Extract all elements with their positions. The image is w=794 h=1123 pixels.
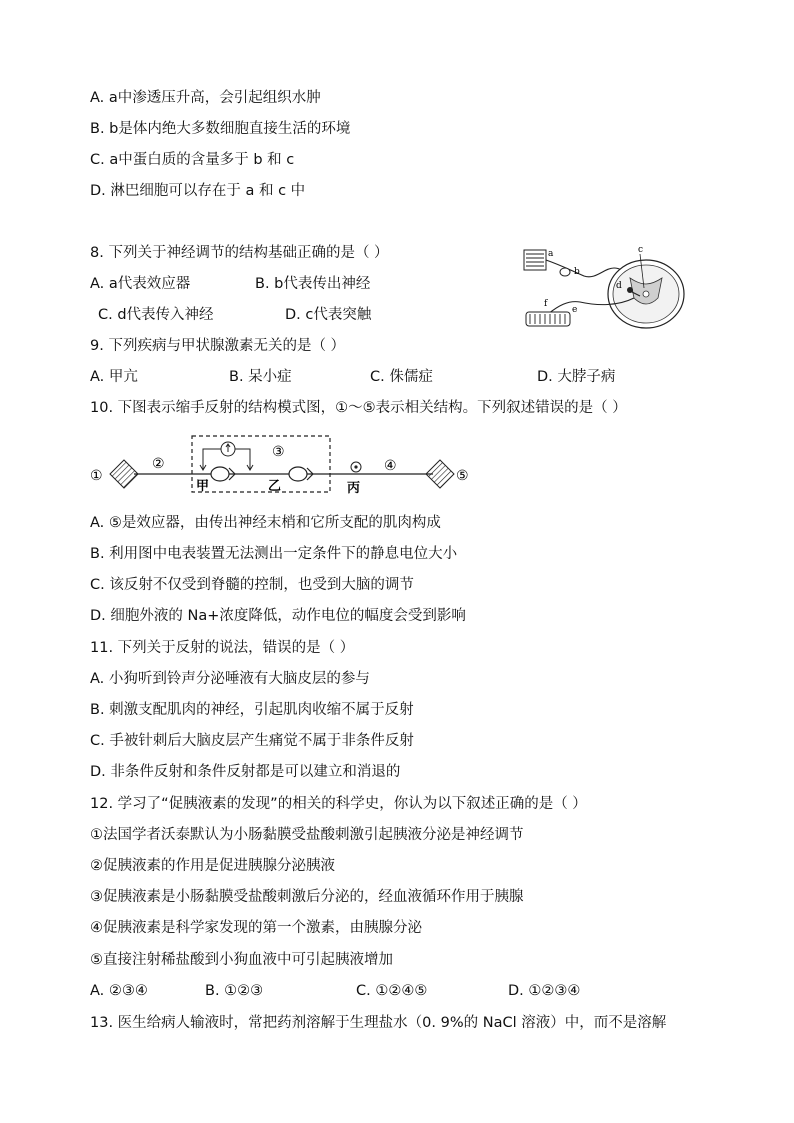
q12-option-b: B. ①②③	[205, 983, 264, 999]
q7-option-c: C. a中蛋白质的含量多于 b 和 c	[90, 152, 295, 168]
q10-stem: 10. 下图表示缩手反射的结构模式图，①～⑤表示相关结构。下列叙述错误的是（ ）	[90, 400, 627, 416]
q12-statement-3: ③促胰液素是小肠黏膜受盐酸刺激后分泌的，经血液循环作用于胰腺	[90, 889, 524, 905]
q11-stem: 11. 下列关于反射的说法，错误的是（ ）	[90, 640, 355, 656]
q11-option-d: D. 非条件反射和条件反射都是可以建立和消退的	[90, 764, 401, 780]
q9-option-b: B. 呆小症	[229, 369, 292, 385]
q8-option-c: C. d代表传入神经	[98, 307, 214, 323]
q10-option-b: B. 利用图中电表装置无法测出一定条件下的静息电位大小	[90, 546, 458, 562]
q13-stem: 13. 医生给病人输液时，常把药剂溶解于生理盐水（0. 9%的 NaCl 溶液）中，而不是溶解	[90, 1015, 667, 1031]
q9-option-c: C. 侏儒症	[370, 369, 433, 385]
central-box	[192, 436, 330, 492]
q8-stem: 8. 下列关于神经调节的结构基础正确的是（ ）	[90, 245, 389, 261]
q11-option-c: C. 手被针刺后大脑皮层产生痛觉不属于非条件反射	[90, 733, 414, 749]
fig8-label-a: a	[548, 249, 554, 259]
q8-option-b: B. b代表传出神经	[255, 276, 371, 292]
q7-option-d: D. 淋巴细胞可以存在于 a 和 c 中	[90, 183, 306, 199]
fig8-label-d: d	[616, 281, 622, 291]
fig8-label-c: c	[638, 245, 644, 255]
effector-diamond	[426, 460, 454, 488]
q12-statement-4: ④促胰液素是科学家发现的第一个激素，由胰腺分泌	[90, 920, 422, 936]
q9-option-a: A. 甲亢	[90, 369, 138, 385]
reflex-structure-diagram	[88, 432, 488, 496]
q10-option-a: A. ⑤是效应器，由传出神经末梢和它所支配的肌肉构成	[90, 515, 441, 531]
q8-option-a: A. a代表效应器	[90, 276, 191, 292]
fig8-label-e: e	[572, 305, 578, 315]
q12-option-a: A. ②③④	[90, 983, 148, 999]
fig10-label-3: ③	[272, 444, 285, 460]
fig8-label-b: b	[574, 267, 580, 277]
fig10-label-bing: 丙	[347, 481, 361, 496]
fig10-label-1: ①	[90, 468, 103, 484]
receptor-diamond	[110, 460, 138, 488]
reflex-arc-figure	[518, 240, 690, 342]
q7-option-a: A. a中渗透压升高，会引起组织水肿	[90, 90, 321, 106]
q9-stem: 9. 下列疾病与甲状腺激素无关的是（ ）	[90, 338, 346, 354]
q11-option-a: A. 小狗听到铃声分泌唾液有大脑皮层的参与	[90, 671, 370, 687]
spinal-cord	[608, 260, 684, 328]
q10-option-d: D. 细胞外液的 Na+浓度降低，动作电位的幅度会受到影响	[90, 608, 466, 624]
q12-option-d: D. ①②③④	[508, 983, 581, 999]
q12-option-c: C. ①②④⑤	[356, 983, 428, 999]
fig8-label-f: f	[544, 299, 548, 309]
fig10-label-5: ⑤	[456, 468, 469, 484]
fig10-label-jia: 甲	[196, 479, 210, 494]
fig10-label-4: ④	[384, 458, 397, 474]
fig10-label-2: ②	[152, 456, 165, 472]
q9-option-d: D. 大脖子病	[537, 369, 616, 385]
q12-statement-2: ②促胰液素的作用是促进胰腺分泌胰液	[90, 858, 335, 874]
q12-stem: 12. 学习了“促胰液素的发现”的相关的科学史，你认为以下叙述正确的是（ ）	[90, 796, 587, 812]
effector-muscle	[526, 312, 570, 326]
q11-option-b: B. 刺激支配肌肉的神经，引起肌肉收缩不属于反射	[90, 702, 414, 718]
q8-option-d: D. c代表突触	[285, 307, 372, 323]
q10-option-c: C. 该反射不仅受到脊髓的控制，也受到大脑的调节	[90, 577, 414, 593]
q7-option-b: B. b是体内绝大多数细胞直接生活的环境	[90, 121, 351, 137]
q12-statement-1: ①法国学者沃泰默认为小肠黏膜受盐酸刺激引起胰液分泌是神经调节	[90, 827, 524, 843]
q12-statement-5: ⑤直接注射稀盐酸到小狗血液中可引起胰液增加	[90, 952, 393, 968]
fig10-label-yi: 乙	[268, 479, 282, 494]
receptor-skin	[524, 250, 546, 270]
